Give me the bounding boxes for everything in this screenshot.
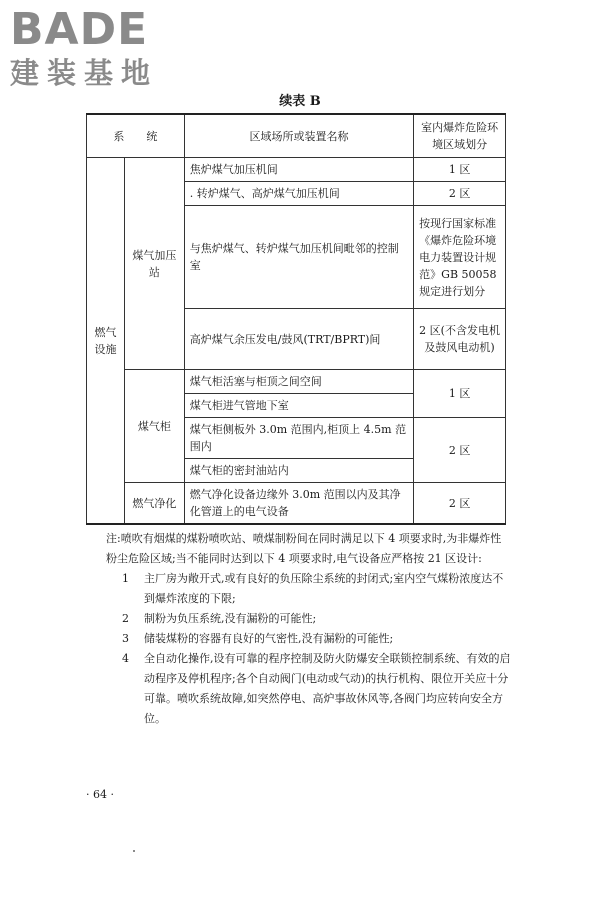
stray-dot: [133, 850, 135, 852]
note-item: [106, 649, 512, 729]
zone-cell: 2 区: [414, 418, 506, 483]
bade-logo: [10, 6, 180, 96]
table-row: [87, 483, 506, 525]
zone-cell: 2 区(不含发电机及鼓风电动机): [414, 309, 506, 370]
subsystem-purification: 燃气净化: [124, 483, 184, 525]
subsystem-holder: 煤气柜: [124, 370, 184, 483]
note-number: 1: [122, 572, 129, 585]
note-text: 主厂房为敞开式,或有良好的负压除尘系统的封闭式;室内空气煤粉浓度达不到爆炸浓度的下限;: [144, 572, 504, 605]
note-text: 制粉为负压系统,没有漏粉的可能性;: [144, 612, 317, 625]
note-number: 2: [122, 612, 129, 625]
system-group-cell: 燃气设施: [87, 158, 125, 525]
zone-cell: 1 区: [414, 158, 506, 182]
zone-cell: 2 区: [414, 182, 506, 206]
table-row: [87, 158, 506, 182]
logo-brand: BADE: [10, 4, 149, 55]
zone-cell: 2 区: [414, 483, 506, 525]
page-number: · 64 ·: [86, 788, 114, 801]
zone-cell: 按现行国家标准《爆炸危险环境电力装置设计规范》GB 50058 规定进行划分: [414, 206, 506, 309]
note-item: [106, 609, 512, 629]
note-text: 储装煤粉的容器有良好的气密性,没有漏粉的可能性;: [144, 632, 394, 645]
area-cell: 焦炉煤气加压机间: [184, 158, 413, 182]
area-cell: 煤气柜的密封油站内: [184, 459, 413, 483]
area-cell: 与焦炉煤气、转炉煤气加压机间毗邻的控制室: [184, 206, 413, 309]
area-cell: 燃气净化设备边缘外 3.0m 范围以内及其净化管道上的电气设备: [184, 483, 413, 525]
zone-cell: 1 区: [414, 370, 506, 418]
table-header-row: [87, 114, 506, 158]
area-cell: 高炉煤气余压发电/鼓风(TRT/BPRT)间: [184, 309, 413, 370]
notes-intro: 注:喷吹有烟煤的煤粉喷吹站、喷煤制粉间在同时满足以下 4 项要求时,为非爆炸性粉尘危险区域;当不能同时达到以下 4 项要求时,电气设备应严格按 21 区设计:: [106, 532, 502, 565]
area-cell: 煤气柜进气管地下室: [184, 394, 413, 418]
note-number: 3: [122, 632, 129, 645]
header-area: 区域场所或装置名称: [184, 114, 413, 158]
hazard-zone-table: [86, 113, 506, 525]
area-cell: 煤气柜活塞与柜顶之间空间: [184, 370, 413, 394]
header-system: 系 统: [87, 114, 185, 158]
note-item: [106, 569, 512, 609]
table-title: 续表 B: [279, 94, 321, 109]
logo-subtitle: 建装基地: [10, 56, 159, 90]
area-cell: . 转炉煤气、高炉煤气加压机间: [184, 182, 413, 206]
header-classification: 室内爆炸危险环境区域划分: [414, 114, 506, 158]
note-item: [106, 629, 512, 649]
table-row: [87, 370, 506, 394]
table-notes: [106, 529, 512, 729]
note-number: 4: [122, 652, 129, 665]
area-cell: 煤气柜侧板外 3.0m 范围内,柜顶上 4.5m 范围内: [184, 418, 413, 459]
note-text: 全自动化操作,设有可靠的程序控制及防火防爆安全联锁控制系统、有效的启动程序及停机程序;各个自动阀门(电动或气动)的执行机构、限位开关应十分可靠。喷吹系统故障,如突然停电、高炉事故休风等,各阀门均应转向安全方位。: [144, 652, 511, 725]
subsystem-pressurization: 煤气加压站: [124, 158, 184, 370]
